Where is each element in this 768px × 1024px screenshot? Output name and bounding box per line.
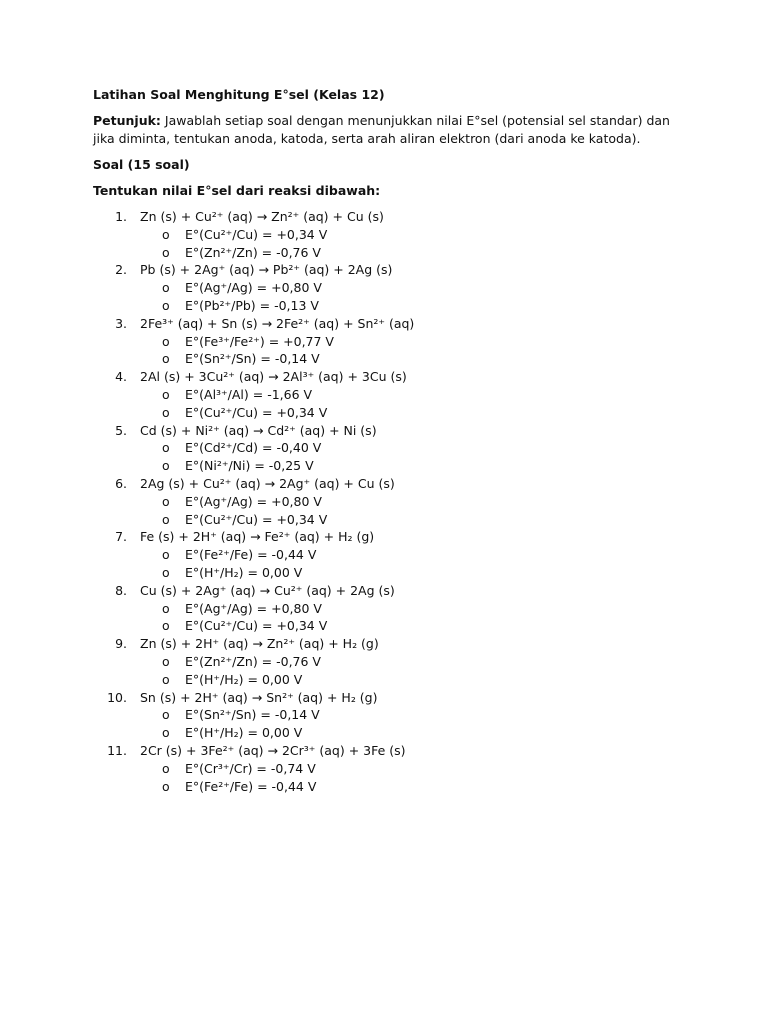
potential-line bbox=[93, 350, 673, 368]
bullet-icon: o bbox=[162, 244, 170, 260]
potential-line bbox=[93, 457, 673, 475]
bullet-icon: o bbox=[162, 511, 170, 527]
standard-potential: E°(Fe²⁺/Fe) = -0,44 V bbox=[185, 778, 317, 794]
problem-number: 9. bbox=[115, 636, 127, 652]
problem-number: 10. bbox=[107, 689, 127, 705]
bullet-icon: o bbox=[162, 280, 170, 296]
potential-line bbox=[93, 279, 673, 297]
problem-number: 5. bbox=[115, 422, 127, 438]
bullet-icon: o bbox=[162, 547, 170, 563]
problem-number: 1. bbox=[115, 209, 127, 224]
standard-potential: E°(Cr³⁺/Cr) = -0,74 V bbox=[185, 760, 316, 776]
problem-reaction-line bbox=[93, 368, 673, 386]
standard-potential: E°(Cu²⁺/Cu) = +0,34 V bbox=[185, 404, 328, 420]
potential-line bbox=[93, 617, 673, 635]
problem-number: 6. bbox=[115, 475, 127, 491]
potential-line bbox=[93, 333, 673, 351]
problem-reaction-line bbox=[93, 315, 673, 333]
bullet-icon: o bbox=[162, 297, 170, 313]
problem-item bbox=[93, 528, 673, 581]
problem-reaction: Zn (s) + 2H⁺ (aq) → Zn²⁺ (aq) + H₂ (g) bbox=[140, 636, 379, 652]
instructions-text: Jawablah setiap soal dengan menunjukkan nilai E°sel (potensial sel standar) dan jika diminta, tentukan anoda, katoda, serta arah aliran elektron (dari anoda ke katoda). bbox=[93, 113, 670, 146]
potential-line bbox=[93, 671, 673, 689]
problem-reaction-line bbox=[93, 528, 673, 546]
bullet-icon: o bbox=[162, 493, 170, 509]
standard-potential: E°(Ag⁺/Ag) = +0,80 V bbox=[185, 280, 322, 296]
standard-potential: E°(Ni²⁺/Ni) = -0,25 V bbox=[185, 458, 314, 474]
bullet-icon: o bbox=[162, 333, 170, 349]
standard-potential: E°(Fe³⁺/Fe²⁺) = +0,77 V bbox=[185, 333, 334, 349]
standard-potential: E°(Fe²⁺/Fe) = -0,44 V bbox=[185, 547, 317, 563]
problem-reaction: Fe (s) + 2H⁺ (aq) → Fe²⁺ (aq) + H₂ (g) bbox=[140, 529, 375, 545]
problem-reaction: 2Cr (s) + 3Fe²⁺ (aq) → 2Cr³⁺ (aq) + 3Fe (s) bbox=[140, 742, 406, 758]
problem-item bbox=[93, 689, 673, 742]
bullet-icon: o bbox=[162, 564, 170, 580]
standard-potential: E°(Ag⁺/Ag) = +0,80 V bbox=[185, 600, 322, 616]
problem-reaction-line bbox=[93, 635, 673, 653]
problem-number: 3. bbox=[115, 315, 127, 331]
potential-line bbox=[93, 511, 673, 529]
potential-line bbox=[93, 778, 673, 796]
potential-line bbox=[93, 226, 673, 244]
potential-line bbox=[93, 546, 673, 564]
standard-potential: E°(Cu²⁺/Cu) = +0,34 V bbox=[185, 226, 328, 242]
bullet-icon: o bbox=[162, 707, 170, 723]
standard-potential: E°(Zn²⁺/Zn) = -0,76 V bbox=[185, 653, 321, 669]
problem-item bbox=[93, 582, 673, 635]
standard-potential: E°(Cd²⁺/Cd) = -0,40 V bbox=[185, 440, 322, 456]
potential-line bbox=[93, 760, 673, 778]
problem-item bbox=[93, 475, 673, 528]
bullet-icon: o bbox=[162, 760, 170, 776]
standard-potential: E°(H⁺/H₂) = 0,00 V bbox=[185, 671, 303, 687]
problem-number: 2. bbox=[115, 262, 127, 278]
bullet-icon: o bbox=[162, 440, 170, 456]
problem-reaction-line bbox=[93, 208, 673, 226]
potential-line bbox=[93, 493, 673, 511]
potential-line bbox=[93, 439, 673, 457]
bullet-icon: o bbox=[162, 653, 170, 669]
standard-potential: E°(Al³⁺/Al) = -1,66 V bbox=[185, 386, 313, 402]
problem-reaction-line bbox=[93, 422, 673, 440]
problem-number: 4. bbox=[115, 369, 127, 385]
standard-potential: E°(H⁺/H₂) = 0,00 V bbox=[185, 725, 303, 741]
bullet-icon: o bbox=[162, 226, 170, 242]
instructions-paragraph bbox=[93, 112, 673, 148]
problem-reaction: Zn (s) + Cu²⁺ (aq) → Zn²⁺ (aq) + Cu (s) bbox=[140, 209, 384, 224]
bullet-icon: o bbox=[162, 618, 170, 634]
potential-line bbox=[93, 404, 673, 422]
problem-reaction: Pb (s) + 2Ag⁺ (aq) → Pb²⁺ (aq) + 2Ag (s) bbox=[140, 262, 393, 278]
problem-item bbox=[93, 315, 673, 368]
problem-reaction-line bbox=[93, 689, 673, 707]
standard-potential: E°(Sn²⁺/Sn) = -0,14 V bbox=[185, 707, 320, 723]
problem-reaction: 2Al (s) + 3Cu²⁺ (aq) → 2Al³⁺ (aq) + 3Cu (s) bbox=[140, 369, 407, 385]
standard-potential: E°(Pb²⁺/Pb) = -0,13 V bbox=[185, 297, 319, 313]
document-page bbox=[93, 86, 673, 795]
problem-reaction: Cu (s) + 2Ag⁺ (aq) → Cu²⁺ (aq) + 2Ag (s) bbox=[140, 582, 395, 598]
instructions-label: Petunjuk: bbox=[93, 113, 161, 128]
bullet-icon: o bbox=[162, 600, 170, 616]
problem-reaction: 2Fe³⁺ (aq) + Sn (s) → 2Fe²⁺ (aq) + Sn²⁺ (aq) bbox=[140, 315, 415, 331]
standard-potential: E°(Cu²⁺/Cu) = +0,34 V bbox=[185, 511, 328, 527]
soal-heading: Soal (15 soal) bbox=[93, 157, 190, 172]
problem-reaction: 2Ag (s) + Cu²⁺ (aq) → 2Ag⁺ (aq) + Cu (s) bbox=[140, 475, 395, 491]
problem-item bbox=[93, 742, 673, 795]
problem-item bbox=[93, 261, 673, 314]
potential-line bbox=[93, 706, 673, 724]
problem-list bbox=[93, 208, 673, 795]
potential-line bbox=[93, 600, 673, 618]
problem-reaction: Cd (s) + Ni²⁺ (aq) → Cd²⁺ (aq) + Ni (s) bbox=[140, 422, 377, 438]
problem-item bbox=[93, 635, 673, 688]
standard-potential: E°(Zn²⁺/Zn) = -0,76 V bbox=[185, 244, 321, 260]
problem-item bbox=[93, 422, 673, 475]
problem-number: 7. bbox=[115, 529, 127, 545]
bullet-icon: o bbox=[162, 778, 170, 794]
potential-line bbox=[93, 297, 673, 315]
document-title: Latihan Soal Menghitung E°sel (Kelas 12) bbox=[93, 87, 385, 102]
bullet-icon: o bbox=[162, 458, 170, 474]
problem-reaction: Sn (s) + 2H⁺ (aq) → Sn²⁺ (aq) + H₂ (g) bbox=[140, 689, 378, 705]
problem-item bbox=[93, 208, 673, 261]
potential-line bbox=[93, 653, 673, 671]
standard-potential: E°(H⁺/H₂) = 0,00 V bbox=[185, 564, 303, 580]
problem-number: 8. bbox=[115, 582, 127, 598]
standard-potential: E°(Sn²⁺/Sn) = -0,14 V bbox=[185, 351, 320, 367]
problem-reaction-line bbox=[93, 582, 673, 600]
standard-potential: E°(Cu²⁺/Cu) = +0,34 V bbox=[185, 618, 328, 634]
problem-number: 11. bbox=[107, 742, 127, 758]
potential-line bbox=[93, 724, 673, 742]
problem-reaction-line bbox=[93, 742, 673, 760]
bullet-icon: o bbox=[162, 351, 170, 367]
bullet-icon: o bbox=[162, 404, 170, 420]
potential-line bbox=[93, 244, 673, 262]
problem-item bbox=[93, 368, 673, 421]
problem-reaction-line bbox=[93, 261, 673, 279]
problem-reaction-line bbox=[93, 475, 673, 493]
bullet-icon: o bbox=[162, 725, 170, 741]
standard-potential: E°(Ag⁺/Ag) = +0,80 V bbox=[185, 493, 322, 509]
bullet-icon: o bbox=[162, 671, 170, 687]
potential-line bbox=[93, 386, 673, 404]
potential-line bbox=[93, 564, 673, 582]
task-heading: Tentukan nilai E°sel dari reaksi dibawah: bbox=[93, 183, 381, 198]
bullet-icon: o bbox=[162, 386, 170, 402]
